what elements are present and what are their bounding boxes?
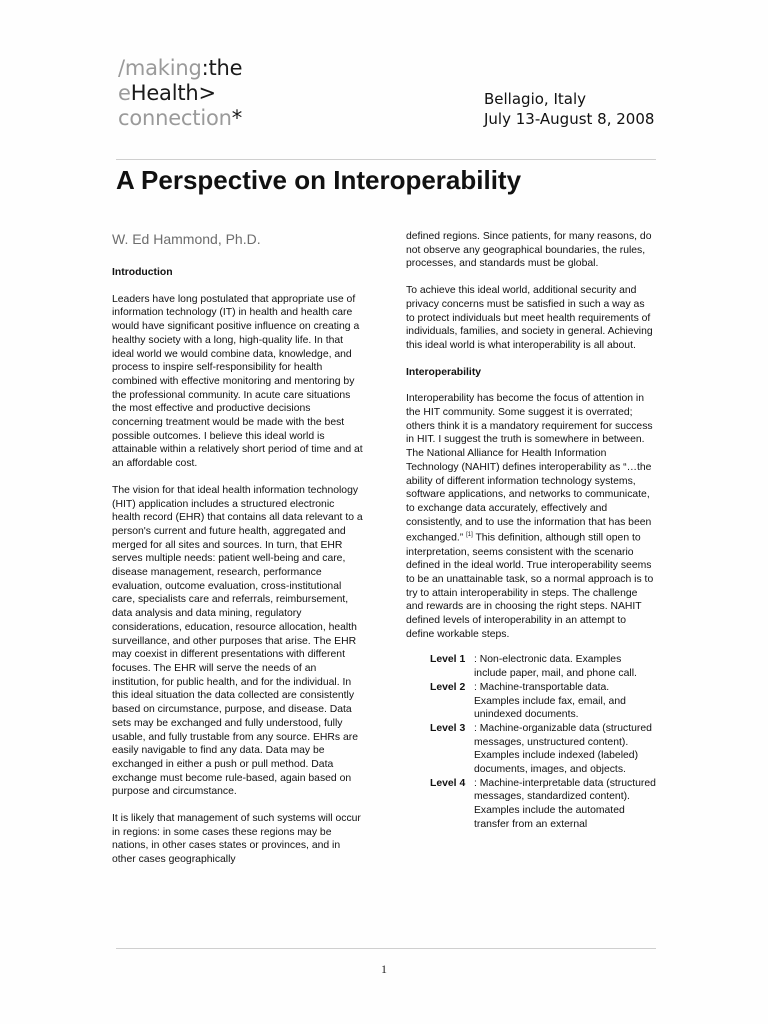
level-label: Level 4: [430, 777, 466, 789]
level-description: : Machine-interpretable data (structured messages, standardized content). Examples include the automated transfer from an external: [474, 777, 656, 830]
level-item: [430, 681, 656, 722]
logo-health: Health>: [130, 81, 216, 105]
footer-divider: [116, 948, 656, 949]
level-label: Level 3: [430, 722, 466, 734]
level-description: : Machine-organizable data (structured messages, unstructured content). Examples include indexed (labeled) documents, images, and objects.: [474, 722, 652, 776]
page-number: 1: [381, 962, 387, 976]
intro-paragraph-3-continued: defined regions. Since patients, for many reasons, do not observe any geographical boundaries, the rules, processes, and standards must be global.: [406, 231, 652, 270]
author-name: W. Ed Hammond, Ph.D.: [112, 231, 261, 247]
logo-asterisk: *: [231, 106, 243, 130]
interop-text-after-ref: This definition, although still open to interpretation, seems consistent with the scenario defined in the ideal world. True interoperability seems to be an unattainable task, so a normal approach is to try to attain interoperability in steps. The challenge and rewards are in choosing the right steps. NAHIT defined levels of interoperability in an attempt to define workable steps.: [406, 532, 654, 640]
document-title: A Perspective on Interoperability: [116, 165, 522, 195]
intro-paragraph-2: The vision for that ideal health information technology (HIT) application includes a structured electronic health record (EHR) that contains all data relevant to a person's current and future health, aggregated and merged for all sites and sources. In turn, that EHR serves multiple needs: patient well-being and care, disease management, research, performance evaluation, outcome evaluation, cross-institutional care, specialists care and referrals, reimbursement, data analysis and data mining, regulatory considerations, education, resource allocation, health surveillance, and other purposes that arise. The EHR may coexist in different presentations with different focuses. The EHR will serve the needs of an institution, for public health, and for the individual. In this ideal situation the data collected are consistently based on circumstance, purpose, and disease. Data sets may be exchanged and fully understood, fully usable, and fully trustable from any source. EHRs are easily navigable to find any data. Data may be exchanged in either a push or pull method. Data exchange must become rule-based, again based on purpose and circumstance.: [112, 484, 363, 798]
interoperability-levels-list: [430, 653, 656, 831]
intro-paragraph-3: It is likely that management of such systems will occur in regions: in some cases these regions may be nations, in other cases states or provinces, and in other cases geographically: [112, 813, 361, 866]
logo-e: e: [118, 81, 131, 105]
interoperability-heading: Interoperability: [406, 366, 482, 378]
level-item: [430, 722, 656, 777]
level-description: : Machine-transportable data. Examples include fax, email, and unindexed documents.: [474, 681, 626, 721]
level-label: Level 2: [430, 681, 466, 693]
reference-marker: [1]: [466, 532, 473, 539]
logo-making: /making: [118, 56, 202, 80]
event-location: Bellagio, Italy: [484, 90, 586, 108]
intro-paragraph-4: To achieve this ideal world, additional security and privacy concerns must be satisfied in such a way as to protect individuals but meet health requirements of individuals, families, and society in general. Achieving this ideal world is what interoperability is all about.: [406, 285, 653, 351]
event-info: [484, 89, 654, 129]
left-column: [112, 230, 364, 867]
interop-text-before-ref: Interoperability has become the focus of attention in the HIT community. Some suggest it is overrated; others think it is a mandatory requirement for success in HIT. I suggest the truth is somewhere in between. The National Alliance for Health Information Technology (NAHIT) defines interoperability as “…the ability of different information technology systems, software applications, and networks to communicate, to exchange data accurately, effectively and consistently, and to use the information that has been exchanged.”: [406, 393, 653, 544]
level-label: Level 1: [430, 654, 466, 666]
intro-paragraph-1: Leaders have long postulated that appropriate use of information technology (IT) in health and health care would have significant positive influence on creating a healthy society with a long, high-quality life. In that ideal world we would combine data, knowledge, and process to inspire self-responsibility for health combined with effective monitoring and mentoring by the professional community. In acute care situations the most effective and productive decisions concerning treatment would be made with the best possible outcomes. I believe this ideal world is attainable within a relatively short period of time and at an affordable cost.: [112, 293, 363, 470]
interoperability-paragraph: [406, 392, 656, 641]
header-divider: [116, 159, 656, 160]
right-column: [406, 230, 656, 832]
level-description: : Non-electronic data. Examples include paper, mail, and phone call.: [474, 654, 637, 680]
level-item: [430, 653, 656, 680]
introduction-heading: Introduction: [112, 267, 173, 278]
level-item: [430, 777, 656, 832]
logo-the: :the: [201, 56, 243, 80]
making-the-ehealth-connection-logo: [118, 56, 242, 131]
logo-connection: connection: [118, 106, 232, 130]
event-dates: July 13-August 8, 2008: [484, 110, 655, 128]
